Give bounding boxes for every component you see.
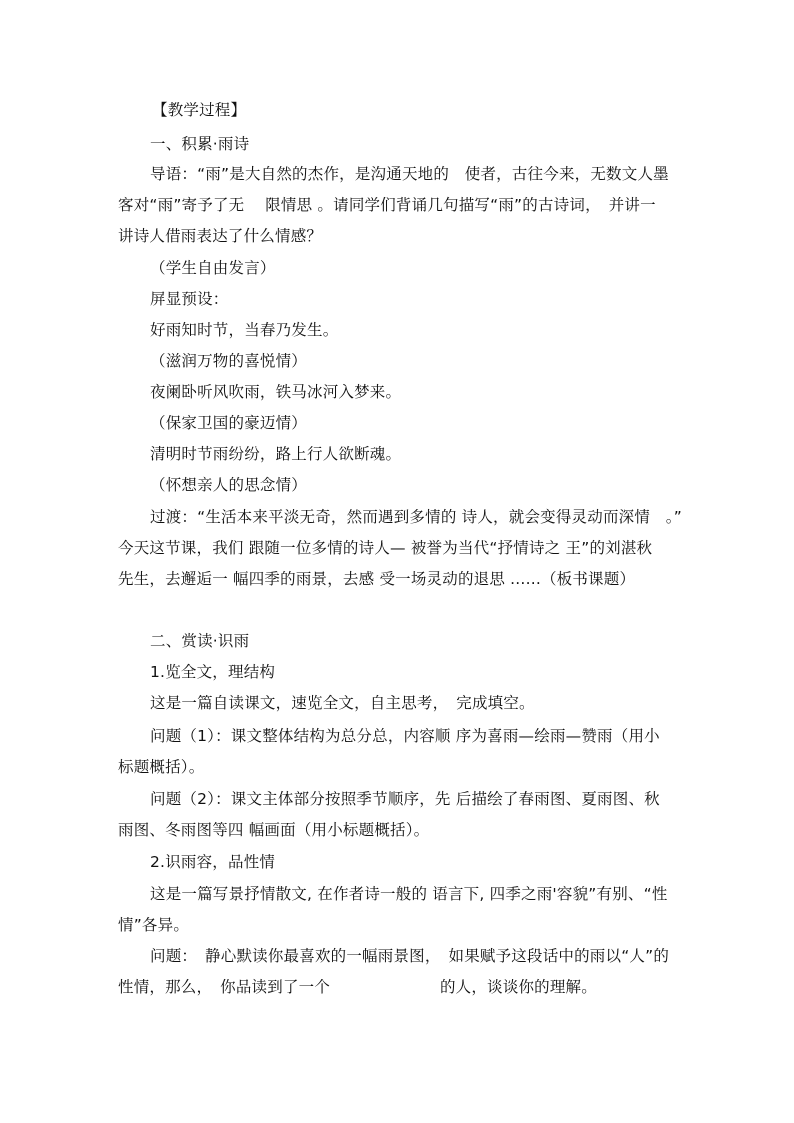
poem1-note: （滋润万物的喜悦情） <box>150 352 308 370</box>
poem2: 夜阑卧听风吹雨，铁马冰河入梦来。 <box>150 383 402 401</box>
poem3: 清明时节雨纷纷，路上行人欲断魂。 <box>150 445 402 463</box>
sub2-line2: 情”各异。 <box>118 916 190 934</box>
sub2-title: 2.识雨容，品性情 <box>150 853 276 871</box>
heading: 【教学过程】 <box>152 101 247 119</box>
poem1: 好雨知时节，当春乃发生。 <box>150 321 339 339</box>
section1-title: 一、积累·雨诗 <box>150 135 250 153</box>
sub1-text: 这是一篇自读课文，速览全文，自主思考， 完成填空。 <box>150 694 535 712</box>
preset-label: 屏显预设： <box>150 290 229 308</box>
student-speak: （学生自由发言） <box>150 259 276 277</box>
q2-line1: 问题（2）：课文主体部分按照季节顺序，先 后描绘了春雨图、夏雨图、秋 <box>150 790 660 808</box>
q3-line1: 问题： 静心默读你最喜欢的一幅雨景图， 如果赋予这段话中的雨以“人”的 <box>150 947 670 965</box>
intro-line1: 导语：“雨”是大自然的杰作，是沟通天地的 使者，古往今来，无数文人墨 <box>150 165 669 183</box>
q1-line2: 标题概括）。 <box>118 758 205 776</box>
intro-line2: 客对“雨”寄予了无 限情思 。请同学们背诵几句描写“雨”的古诗词， 并讲一 <box>118 196 656 214</box>
transition-line1: 过渡：“生活本来平淡无奇，然而遇到多情的 诗人，就会变得灵动而深情 。” <box>150 508 682 526</box>
transition-line2: 今天这节课，我们 跟随一位多情的诗人— 被誉为当代“抒情诗之 王”的刘湛秋 <box>118 539 653 557</box>
sub2-line1: 这是一篇写景抒情散文, 在作者诗一般的 语言下, 四季之雨'容貌”有别、“性 <box>150 885 668 903</box>
q1-line1: 问题（1）：课文整体结构为总分总，内容顺 序为喜雨—绘雨—赞雨（用小 <box>150 727 660 745</box>
sub1-title: 1.览全文，理结构 <box>150 663 276 681</box>
intro-line3: 讲诗人借雨表达了什么情感？ <box>118 227 323 245</box>
q3-line2: 性情，那么， 你品读到了一个 的人，谈谈你的理解。 <box>118 978 597 996</box>
transition-line3: 先生，去邂逅一 幅四季的雨景，去感 受一场灵动的退思 ......（板书课题） <box>118 570 636 588</box>
q2-line2: 雨图、冬雨图等四 幅画面（用小标题概括）。 <box>118 821 430 839</box>
poem3-note: （怀想亲人的思念情） <box>150 476 308 494</box>
poem2-note: （保家卫国的豪迈情） <box>150 414 308 432</box>
section2-title: 二、赏读·识雨 <box>150 632 250 650</box>
